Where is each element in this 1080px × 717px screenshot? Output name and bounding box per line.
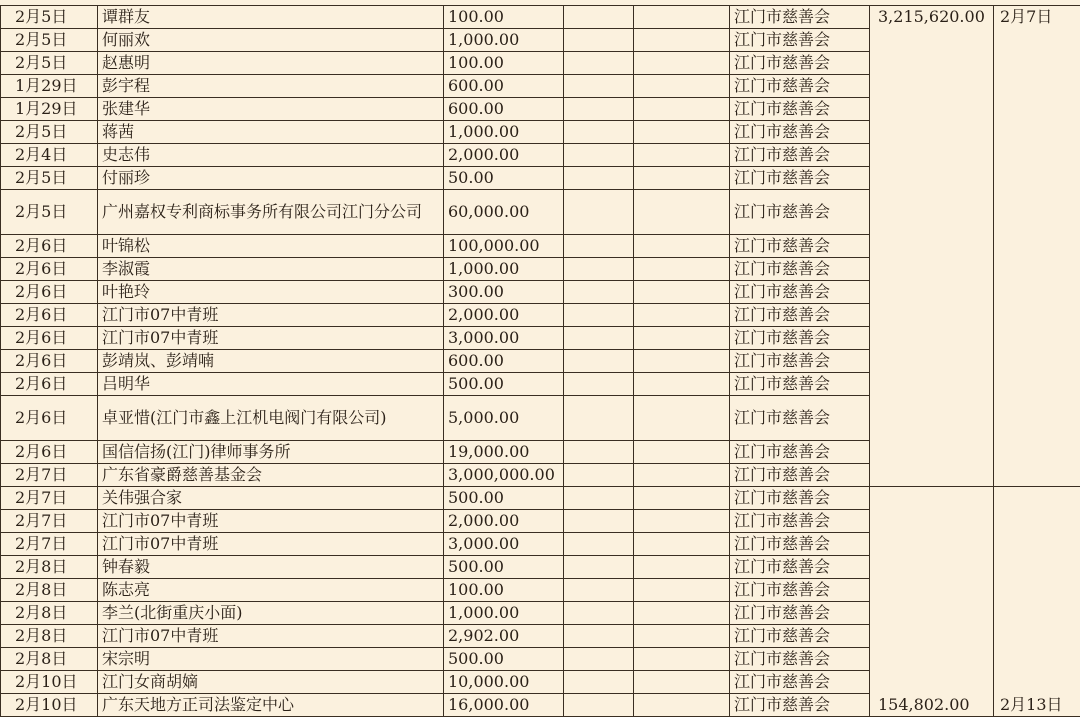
amount-cell: 1,000.00 [444, 121, 564, 144]
recipient-cell: 江门市慈善会 [730, 75, 870, 98]
donor-cell: 李淑霞 [98, 258, 444, 281]
blank-cell [564, 6, 634, 29]
blank-cell [634, 694, 730, 717]
date-cell: 2月7日 [1, 533, 98, 556]
date-cell: 2月6日 [1, 350, 98, 373]
blank-cell [634, 258, 730, 281]
date-cell: 2月8日 [1, 602, 98, 625]
donor-cell: 宋宗明 [98, 648, 444, 671]
amount-cell: 1,000.00 [444, 258, 564, 281]
blank-cell [564, 464, 634, 487]
blank-cell [564, 625, 634, 648]
blank-cell [634, 29, 730, 52]
amount-cell: 3,000,000.00 [444, 464, 564, 487]
donor-cell: 何丽欢 [98, 29, 444, 52]
date-cell: 2月6日 [1, 373, 98, 396]
blank-cell [634, 441, 730, 464]
recipient-cell: 江门市慈善会 [730, 441, 870, 464]
recipient-cell: 江门市慈善会 [730, 556, 870, 579]
donor-cell: 江门女商胡嫡 [98, 671, 444, 694]
date-cell: 2月6日 [1, 396, 98, 441]
amount-cell: 1,000.00 [444, 29, 564, 52]
blank-cell [564, 167, 634, 190]
recipient-cell: 江门市慈善会 [730, 167, 870, 190]
recipient-cell: 江门市慈善会 [730, 350, 870, 373]
donor-cell: 吕明华 [98, 373, 444, 396]
amount-cell: 100.00 [444, 52, 564, 75]
blank-cell [634, 373, 730, 396]
date-cell: 2月6日 [1, 258, 98, 281]
blank-cell [564, 304, 634, 327]
blank-cell [634, 671, 730, 694]
donor-cell: 钟春毅 [98, 556, 444, 579]
blank-cell [634, 487, 730, 510]
amount-cell: 19,000.00 [444, 441, 564, 464]
amount-cell: 3,000.00 [444, 327, 564, 350]
recipient-cell: 江门市慈善会 [730, 510, 870, 533]
blank-cell [564, 648, 634, 671]
date-cell: 2月6日 [1, 441, 98, 464]
date-cell: 2月5日 [1, 121, 98, 144]
amount-cell: 500.00 [444, 556, 564, 579]
blank-cell [634, 190, 730, 235]
date-cell: 2月5日 [1, 167, 98, 190]
date-cell: 2月10日 [1, 694, 98, 717]
donor-cell: 江门市07中青班 [98, 304, 444, 327]
blank-cell [634, 533, 730, 556]
amount-cell: 16,000.00 [444, 694, 564, 717]
amount-cell: 60,000.00 [444, 190, 564, 235]
amount-cell: 100.00 [444, 579, 564, 602]
donor-cell: 张建华 [98, 98, 444, 121]
table-row [1, 6, 1080, 29]
blank-cell [564, 29, 634, 52]
blank-cell [564, 121, 634, 144]
donor-cell: 广州嘉权专利商标事务所有限公司江门分公司 [98, 190, 444, 235]
date-cell: 2月6日 [1, 235, 98, 258]
amount-cell: 500.00 [444, 648, 564, 671]
date-cell: 2月7日 [1, 464, 98, 487]
amount-cell: 100,000.00 [444, 235, 564, 258]
blank-cell [634, 235, 730, 258]
amount-cell: 5,000.00 [444, 396, 564, 441]
recipient-cell: 江门市慈善会 [730, 144, 870, 167]
date-cell: 2月7日 [1, 510, 98, 533]
amount-cell: 50.00 [444, 167, 564, 190]
recipient-cell: 江门市慈善会 [730, 281, 870, 304]
date-cell: 2月6日 [1, 304, 98, 327]
amount-cell: 100.00 [444, 6, 564, 29]
donor-cell: 江门市07中青班 [98, 625, 444, 648]
blank-cell [564, 487, 634, 510]
recipient-cell: 江门市慈善会 [730, 694, 870, 717]
blank-cell [634, 625, 730, 648]
date-cell: 2月6日 [1, 281, 98, 304]
blank-cell [564, 144, 634, 167]
blank-cell [634, 6, 730, 29]
recipient-cell: 江门市慈善会 [730, 98, 870, 121]
donor-cell: 江门市07中青班 [98, 327, 444, 350]
blank-cell [634, 167, 730, 190]
recipient-cell: 江门市慈善会 [730, 29, 870, 52]
amount-cell: 600.00 [444, 98, 564, 121]
donor-cell: 叶锦松 [98, 235, 444, 258]
blank-cell [564, 671, 634, 694]
amount-cell: 600.00 [444, 350, 564, 373]
recipient-cell: 江门市慈善会 [730, 671, 870, 694]
donor-cell: 赵惠明 [98, 52, 444, 75]
amount-cell: 500.00 [444, 373, 564, 396]
blank-cell [564, 533, 634, 556]
date-cell: 2月10日 [1, 671, 98, 694]
blank-cell [634, 602, 730, 625]
recipient-cell: 江门市慈善会 [730, 258, 870, 281]
recipient-cell: 江门市慈善会 [730, 625, 870, 648]
donor-cell: 谭群友 [98, 6, 444, 29]
blank-cell [634, 121, 730, 144]
donor-cell: 卓亚惜(江门市鑫上江机电阀门有限公司) [98, 396, 444, 441]
recipient-cell: 江门市慈善会 [730, 190, 870, 235]
amount-cell: 600.00 [444, 75, 564, 98]
recipient-cell: 江门市慈善会 [730, 487, 870, 510]
amount-cell: 10,000.00 [444, 671, 564, 694]
amount-cell: 2,902.00 [444, 625, 564, 648]
blank-cell [564, 190, 634, 235]
group-total-cell: 3,215,620.00 [870, 6, 994, 487]
recipient-cell: 江门市慈善会 [730, 602, 870, 625]
blank-cell [634, 396, 730, 441]
amount-cell: 1,000.00 [444, 602, 564, 625]
blank-cell [634, 510, 730, 533]
recipient-cell: 江门市慈善会 [730, 464, 870, 487]
blank-cell [564, 75, 634, 98]
amount-cell: 2,000.00 [444, 144, 564, 167]
recipient-cell: 江门市慈善会 [730, 52, 870, 75]
blank-cell [564, 327, 634, 350]
group-paid-date-cell: 2月7日 [994, 6, 1080, 487]
blank-cell [564, 281, 634, 304]
recipient-cell: 江门市慈善会 [730, 121, 870, 144]
blank-cell [634, 327, 730, 350]
date-cell: 2月8日 [1, 648, 98, 671]
donor-cell: 国信信扬(江门)律师事务所 [98, 441, 444, 464]
amount-cell: 500.00 [444, 487, 564, 510]
blank-cell [564, 52, 634, 75]
date-cell: 2月8日 [1, 579, 98, 602]
table-row [1, 487, 1080, 510]
recipient-cell: 江门市慈善会 [730, 304, 870, 327]
date-cell: 2月6日 [1, 327, 98, 350]
recipient-cell: 江门市慈善会 [730, 648, 870, 671]
blank-cell [634, 144, 730, 167]
blank-cell [564, 258, 634, 281]
blank-cell [634, 98, 730, 121]
blank-cell [564, 510, 634, 533]
donor-cell: 付丽珍 [98, 167, 444, 190]
blank-cell [634, 281, 730, 304]
recipient-cell: 江门市慈善会 [730, 373, 870, 396]
date-cell: 2月5日 [1, 29, 98, 52]
date-cell: 2月7日 [1, 487, 98, 510]
recipient-cell: 江门市慈善会 [730, 235, 870, 258]
amount-cell: 2,000.00 [444, 510, 564, 533]
ledger-body [1, 6, 1080, 717]
blank-cell [564, 556, 634, 579]
group-total-cell: 154,802.00 [870, 487, 994, 717]
donor-cell: 彭靖岚、彭靖喃 [98, 350, 444, 373]
blank-cell [564, 579, 634, 602]
donation-ledger-table [0, 5, 1080, 717]
blank-cell [634, 464, 730, 487]
recipient-cell: 江门市慈善会 [730, 579, 870, 602]
blank-cell [564, 373, 634, 396]
blank-cell [564, 694, 634, 717]
blank-cell [564, 235, 634, 258]
group-paid-date-cell: 2月13日 [994, 487, 1080, 717]
date-cell: 2月8日 [1, 625, 98, 648]
donor-cell: 蒋茜 [98, 121, 444, 144]
date-cell: 2月5日 [1, 6, 98, 29]
donor-cell: 江门市07中青班 [98, 533, 444, 556]
blank-cell [634, 579, 730, 602]
blank-cell [634, 556, 730, 579]
date-cell: 2月5日 [1, 190, 98, 235]
date-cell: 2月4日 [1, 144, 98, 167]
donor-cell: 关伟强合家 [98, 487, 444, 510]
blank-cell [564, 602, 634, 625]
donor-cell: 广东省豪爵慈善基金会 [98, 464, 444, 487]
blank-cell [634, 304, 730, 327]
amount-cell: 3,000.00 [444, 533, 564, 556]
blank-cell [564, 350, 634, 373]
donor-cell: 广东天地方正司法鉴定中心 [98, 694, 444, 717]
blank-cell [564, 441, 634, 464]
date-cell: 1月29日 [1, 75, 98, 98]
amount-cell: 2,000.00 [444, 304, 564, 327]
donor-cell: 李兰(北街重庆小面) [98, 602, 444, 625]
date-cell: 2月5日 [1, 52, 98, 75]
amount-cell: 300.00 [444, 281, 564, 304]
recipient-cell: 江门市慈善会 [730, 327, 870, 350]
blank-cell [564, 98, 634, 121]
blank-cell [634, 648, 730, 671]
blank-cell [564, 396, 634, 441]
blank-cell [634, 75, 730, 98]
blank-cell [634, 350, 730, 373]
donor-cell: 史志伟 [98, 144, 444, 167]
recipient-cell: 江门市慈善会 [730, 533, 870, 556]
blank-cell [634, 52, 730, 75]
date-cell: 1月29日 [1, 98, 98, 121]
date-cell: 2月8日 [1, 556, 98, 579]
recipient-cell: 江门市慈善会 [730, 6, 870, 29]
donor-cell: 陈志亮 [98, 579, 444, 602]
donor-cell: 叶艳玲 [98, 281, 444, 304]
donor-cell: 彭宇程 [98, 75, 444, 98]
recipient-cell: 江门市慈善会 [730, 396, 870, 441]
donor-cell: 江门市07中青班 [98, 510, 444, 533]
